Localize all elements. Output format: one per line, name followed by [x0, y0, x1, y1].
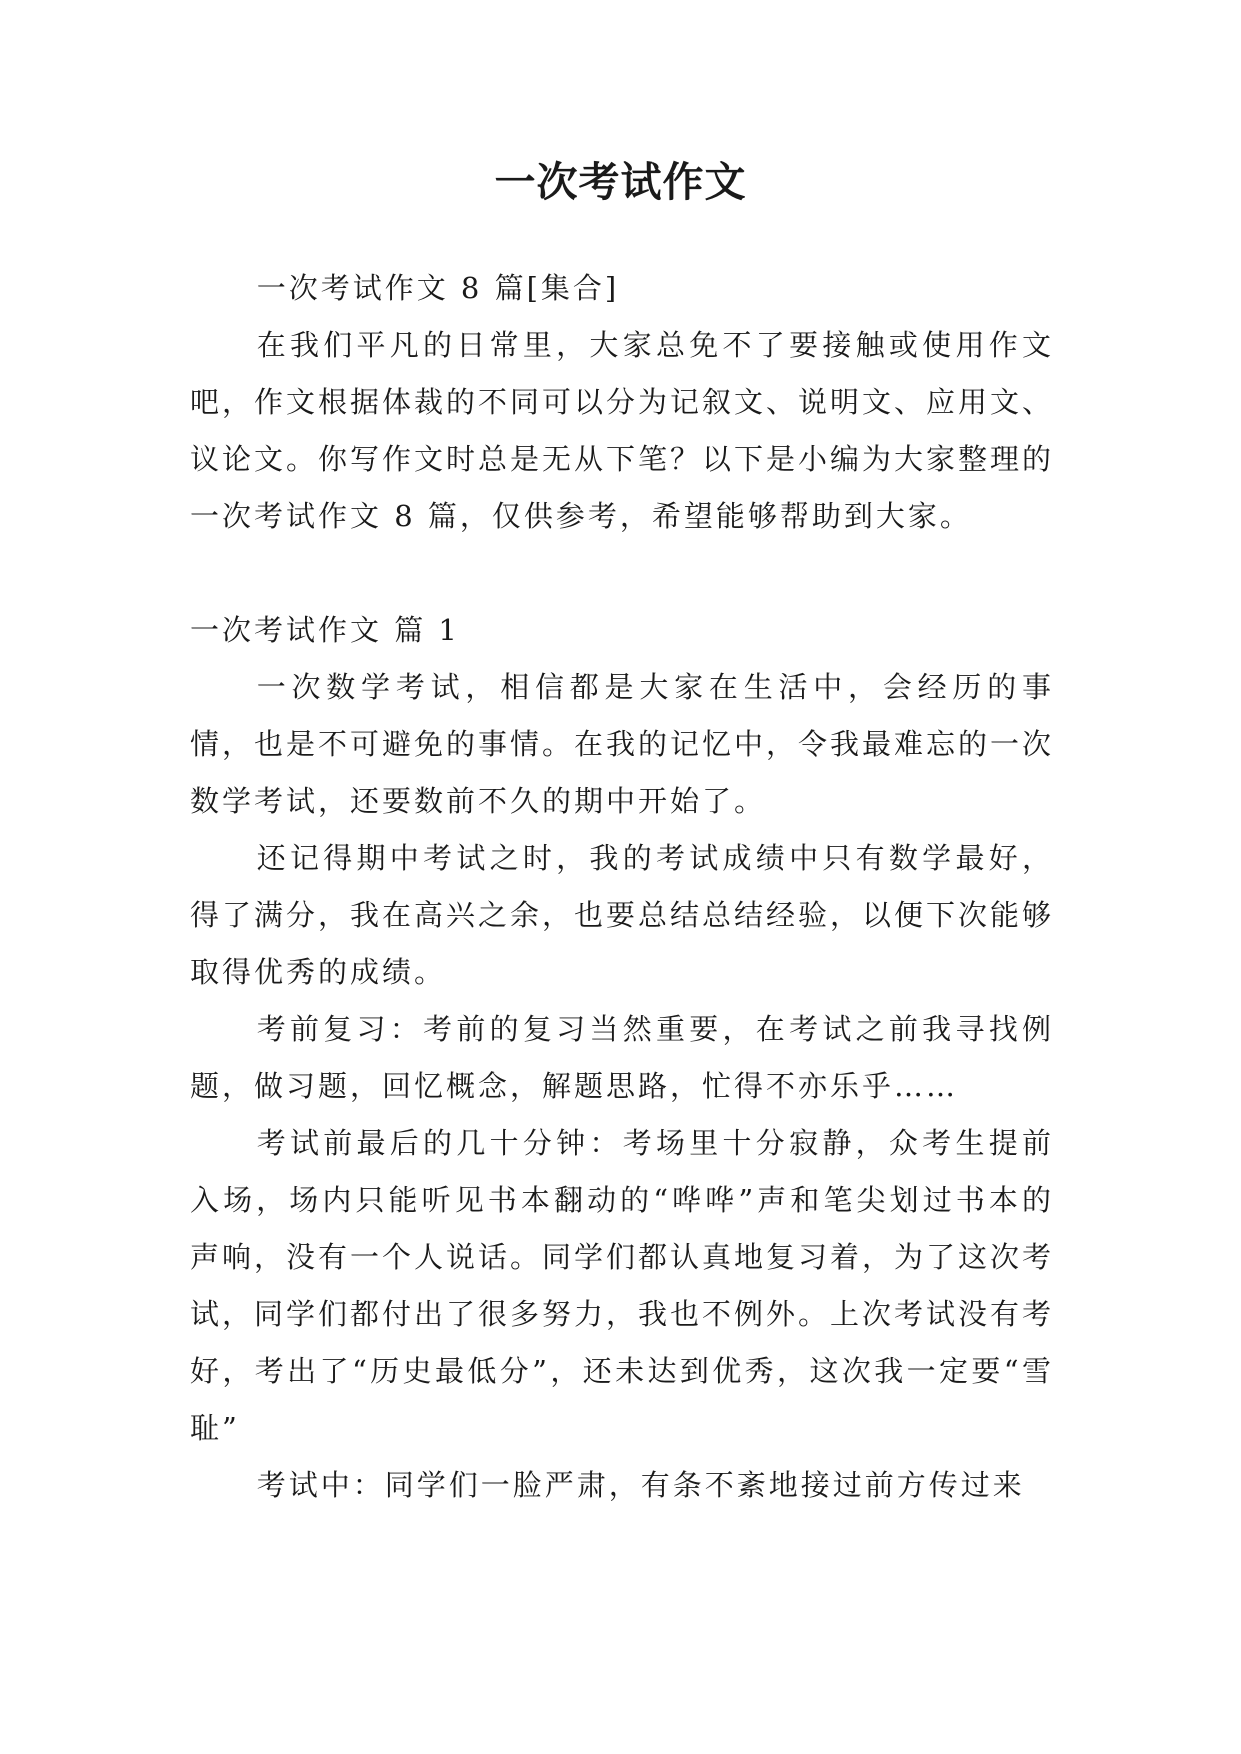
- document-title: 一次考试作文: [494, 158, 747, 206]
- body-paragraph: 考前复习：考前的复习当然重要，在考试之前我寻找例题，做习题，回忆概念，解题思路，忙得不亦乐乎……: [190, 1012, 1054, 1103]
- body-paragraph: 考试前最后的几十分钟：考场里十分寂静，众考生提前入场，场内只能听见书本翻动的“哗哗”声和笔尖划过书本的声响，没有一个人说话。同学们都认真地复习着，为了这次考试，同学们都付出了很多努力，我也不例外。上次考试没有考好，考出了“历史最低分”，还未达到优秀，这次我一定要“雪耻”: [190, 1126, 1055, 1445]
- body-paragraph: 考试中：同学们一脸严肃，有条不紊地接过前方传过来: [256, 1468, 1025, 1502]
- intro-paragraph: 在我们平凡的日常里，大家总免不了要接触或使用作文吧，作文根据体裁的不同可以分为记叙文、说明文、应用文、议论文。你写作文时总是无从下笔？以下是小编为大家整理的一次考试作文 8 篇，仅供参考，希望能够帮助到大家。: [190, 328, 1055, 533]
- paragraph-spacer: [190, 545, 1054, 602]
- document-body: [190, 260, 1054, 1514]
- body-paragraph: 一次数学考试，相信都是大家在生活中，会经历的事情，也是不可避免的事情。在我的记忆中，令我最难忘的一次数学考试，还要数前不久的期中开始了。: [190, 670, 1055, 818]
- body-paragraph: 还记得期中考试之时，我的考试成绩中只有数学最好，得了满分，我在高兴之余，也要总结总结经验，以便下次能够取得优秀的成绩。: [190, 841, 1055, 989]
- section-heading: 一次考试作文 篇 1: [190, 613, 460, 647]
- document-subtitle: 一次考试作文 8 篇[集合]: [256, 271, 620, 305]
